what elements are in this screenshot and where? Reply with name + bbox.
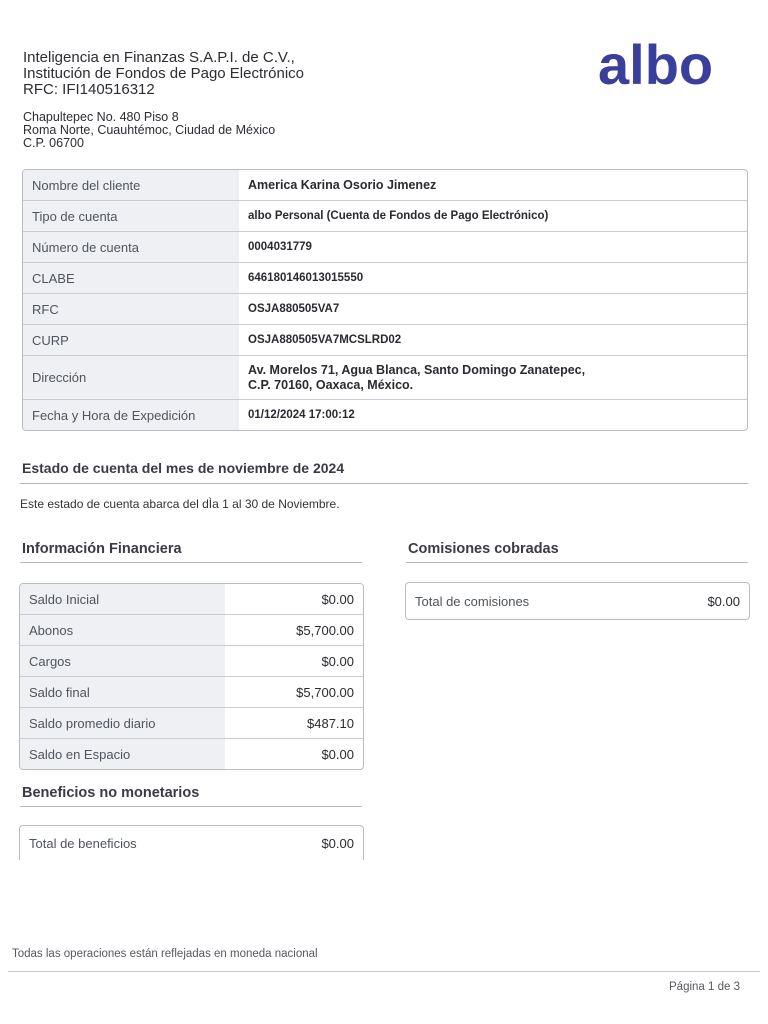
address-line-3: C.P. 06700: [23, 136, 84, 150]
table-row: [20, 614, 363, 645]
company-address: [23, 111, 275, 150]
table-row: [23, 293, 747, 324]
table-row: [20, 826, 363, 860]
financial-title: Información Financiera: [22, 541, 182, 557]
row-label: CURP: [23, 325, 239, 355]
table-row: [23, 200, 747, 231]
footer-divider: [8, 971, 760, 972]
financial-table: [19, 583, 364, 770]
company-name: Inteligencia en Finanzas S.A.P.I. de C.V.,: [23, 49, 295, 66]
albo-logo: [598, 38, 738, 94]
benefits-value: $0.00: [321, 835, 354, 851]
table-row: [23, 399, 747, 430]
clabe-value: 646180146013015550: [248, 271, 364, 284]
commissions-title: Comisiones cobradas: [408, 541, 559, 557]
row-label: Dirección: [23, 356, 239, 399]
rfc-value: OSJA880505VA7: [248, 302, 340, 315]
account-type-value: albo Personal (Cuenta de Fondos de Pago Electrónico): [248, 209, 549, 222]
row-label: RFC: [23, 294, 239, 324]
company-type: Institución de Fondos de Pago Electrónico: [23, 65, 305, 82]
row-label: Cargos: [20, 646, 225, 676]
row-label: Saldo Inicial: [20, 584, 225, 614]
table-row: [406, 583, 749, 619]
table-row: [20, 707, 363, 738]
table-row: [20, 738, 363, 769]
benefits-table: [19, 825, 364, 860]
address-line-2: Roma Norte, Cuauhtémoc, Ciudad de México: [23, 123, 276, 137]
divider: [20, 562, 362, 563]
row-label: Número de cuenta: [23, 232, 239, 262]
row-label: Nombre del cliente: [23, 170, 239, 200]
footer-note: Todas las operaciones están reflejadas en moneda nacional: [12, 948, 318, 960]
curp-value: OSJA880505VA7MCSLRD02: [248, 333, 402, 346]
page-number: Página 1 de 3: [669, 981, 740, 993]
company-rfc: RFC: IFI140516312: [23, 81, 155, 98]
row-label: Saldo promedio diario: [20, 708, 225, 738]
table-row: [20, 584, 363, 614]
table-row: [23, 262, 747, 293]
benefits-title: Beneficios no monetarios: [22, 785, 200, 801]
client-info-table: [22, 169, 748, 431]
benefits-label: Total de beneficios: [29, 835, 137, 851]
client-name-value: America Karina Osorio Jimenez: [248, 177, 437, 192]
table-row: [23, 324, 747, 355]
row-label: Tipo de cuenta: [23, 201, 239, 231]
divider: [406, 562, 748, 563]
table-row: [20, 645, 363, 676]
address-line-1: Chapultepec No. 480 Piso 8: [23, 110, 179, 124]
table-row: [20, 676, 363, 707]
address-value-line-1: Av. Morelos 71, Agua Blanca, Santo Domingo Zanatepec,: [248, 362, 586, 377]
commissions-label: Total de comisiones: [415, 593, 530, 609]
commissions-value: $0.00: [707, 593, 740, 609]
commissions-table: [405, 582, 750, 620]
statement-intro: Este estado de cuenta abarca del dÌa 1 al 30 de Noviembre.: [20, 497, 340, 511]
row-value: $487.10: [307, 715, 354, 731]
table-row: [23, 231, 747, 262]
row-value: $0.00: [321, 591, 354, 607]
divider: [20, 483, 748, 484]
row-label: CLABE: [23, 263, 239, 293]
row-value: $0.00: [321, 746, 354, 762]
row-label: Saldo final: [20, 677, 225, 707]
row-value: $5,700.00: [296, 684, 354, 700]
issue-date-value: 01/12/2024 17:00:12: [248, 408, 355, 421]
address-value-line-2: C.P. 70160, Oaxaca, México.: [248, 377, 414, 392]
table-row: [23, 355, 747, 399]
row-label: Saldo en Espacio: [20, 739, 225, 769]
row-label: Fecha y Hora de Expedición: [23, 400, 239, 430]
row-value: $0.00: [321, 653, 354, 669]
row-label: Abonos: [20, 615, 225, 645]
account-number-value: 0004031779: [248, 240, 312, 253]
logo-text: albo: [598, 38, 714, 94]
address-value: [239, 356, 747, 399]
company-block: [23, 50, 304, 98]
row-value: $5,700.00: [296, 622, 354, 638]
table-row: [23, 170, 747, 200]
divider: [20, 806, 362, 807]
statement-title: Estado de cuenta del mes de noviembre de 2024: [22, 460, 345, 476]
